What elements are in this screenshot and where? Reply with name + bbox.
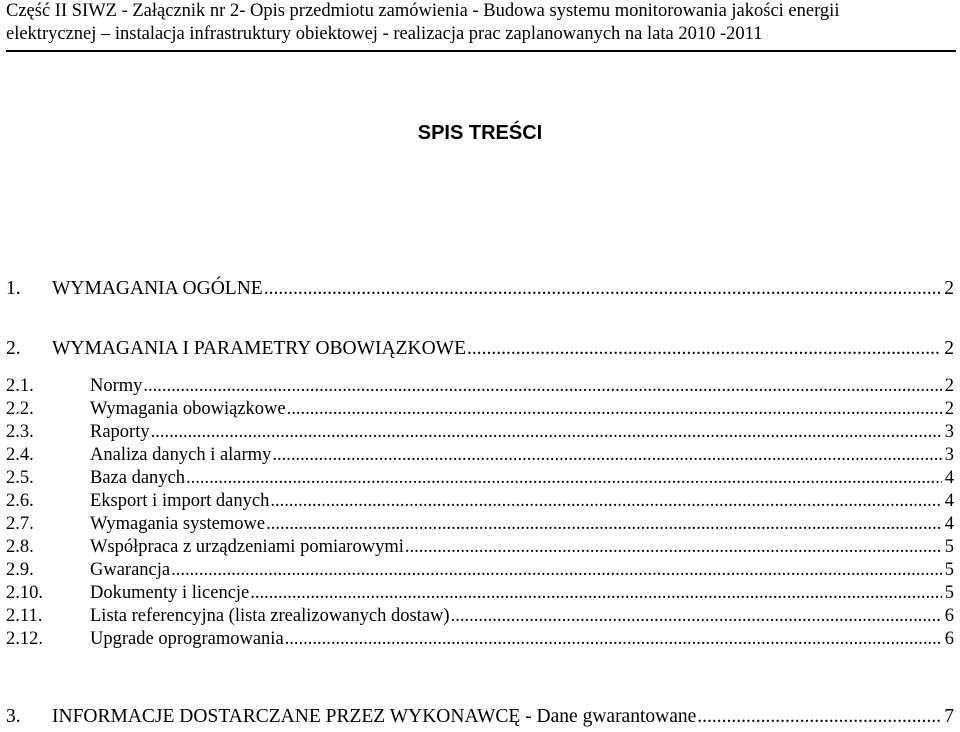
toc-leader-dots (186, 467, 942, 489)
toc-entry[interactable] (6, 513, 954, 535)
toc-leader-dots (697, 706, 941, 728)
toc-entry-number: 2.9. (6, 560, 34, 580)
toc-entry-label: Baza danych (90, 468, 186, 488)
toc-entry-number: 3. (6, 706, 21, 727)
toc-entry[interactable] (6, 605, 954, 627)
toc-leader-dots (270, 490, 941, 512)
document-header (6, 0, 956, 46)
toc-entry-page: 5 (944, 583, 954, 603)
toc-leader-dots (287, 398, 942, 420)
toc-entry[interactable] (6, 421, 954, 443)
toc-entry-label: Upgrade oprogramowania (90, 629, 284, 649)
toc-entry-page: 2 (944, 338, 954, 359)
header-line-2: elektrycznej – instalacja infrastruktury obiektowej - realizacja prac zaplanowanych na lata 2010 -2011 (6, 24, 763, 44)
toc-entry-label: Gwarancja (90, 560, 171, 580)
toc-entry[interactable] (6, 398, 954, 420)
toc-entry-label: Wymagania systemowe (90, 514, 266, 534)
toc-entry-page: 2 (944, 278, 954, 299)
toc-entry-page: 3 (944, 422, 954, 442)
toc-entry-label: Dokumenty i licencje (90, 583, 250, 603)
toc-leader-dots (405, 536, 942, 558)
toc-entry[interactable] (6, 490, 954, 512)
toc-entry-page: 3 (944, 445, 954, 465)
toc-entry-label: INFORMACJE DOSTARCZANE PRZEZ WYKONAWCĘ - Dane gwarantowane (52, 706, 697, 727)
toc-entry-number: 1. (6, 278, 21, 299)
toc-entry-label: Raporty (90, 422, 150, 442)
toc-entry[interactable] (6, 444, 954, 466)
toc-entry-number: 2.12. (6, 629, 43, 649)
toc-entry-number: 2.3. (6, 422, 34, 442)
toc-entry-page: 5 (944, 537, 954, 557)
toc-entry[interactable] (6, 582, 954, 604)
toc-entry-number: 2.6. (6, 491, 34, 511)
toc-leader-dots (285, 628, 942, 650)
toc-entry-number: 2.4. (6, 445, 34, 465)
toc-entry-label: Wymagania obowiązkowe (90, 399, 286, 419)
toc-entry-number: 2.10. (6, 583, 43, 603)
toc-entry-number: 2.11. (6, 606, 43, 626)
toc-entry-page: 6 (944, 629, 954, 649)
toc-entry-page: 7 (944, 706, 954, 727)
toc-entry[interactable] (6, 338, 954, 360)
toc-leader-dots (451, 605, 942, 627)
toc-entry-page: 4 (944, 514, 954, 534)
header-line-1: Część II SIWZ - Załącznik nr 2- Opis przedmiotu zamówienia - Budowa systemu monitorowania jakości energii (6, 1, 840, 21)
toc-entry-page: 6 (944, 606, 954, 626)
toc-leader-dots (250, 582, 941, 604)
toc-entry-page: 5 (944, 560, 954, 580)
toc-entry-label: Lista referencyjna (lista zrealizowanych dostaw) (90, 606, 450, 626)
toc-entry[interactable] (6, 536, 954, 558)
toc-entry-number: 2.1. (6, 376, 34, 396)
toc-leader-dots (467, 338, 941, 360)
toc-entry-number: 2.2. (6, 399, 34, 419)
toc-entry-number: 2.8. (6, 537, 34, 557)
toc-leader-dots (272, 444, 941, 466)
header-rule (6, 50, 956, 52)
toc-entry-number: 2.7. (6, 514, 34, 534)
toc-entry-label: Współpraca z urządzeniami pomiarowymi (90, 537, 404, 557)
toc-leader-dots (264, 278, 942, 300)
toc-entry[interactable] (6, 467, 954, 489)
toc-title: SPIS TREŚCI (417, 122, 543, 144)
toc-entry[interactable] (6, 559, 954, 581)
toc-entry[interactable] (6, 278, 954, 300)
toc-leader-dots (143, 375, 941, 397)
toc-entry-number: 2.5. (6, 468, 34, 488)
toc-entry-page: 4 (944, 491, 954, 511)
toc-entry[interactable] (6, 706, 954, 728)
toc-entry-label: Eksport i import danych (90, 491, 270, 511)
toc-entry-label: WYMAGANIA I PARAMETRY OBOWIĄZKOWE (52, 338, 466, 359)
toc-entry-label: Analiza danych i alarmy (90, 445, 272, 465)
toc-entry-number: 2. (6, 338, 21, 359)
toc-leader-dots (151, 421, 942, 443)
toc-leader-dots (266, 513, 942, 535)
toc-entry-page: 2 (944, 376, 954, 396)
toc-leader-dots (171, 559, 942, 581)
toc-entry-page: 4 (944, 468, 954, 488)
toc-entry-label: WYMAGANIA OGÓLNE (52, 278, 263, 299)
toc-entry-page: 2 (944, 399, 954, 419)
toc-entry-label: Normy (90, 376, 143, 396)
toc-entry[interactable] (6, 628, 954, 650)
toc-entry[interactable] (6, 375, 954, 397)
